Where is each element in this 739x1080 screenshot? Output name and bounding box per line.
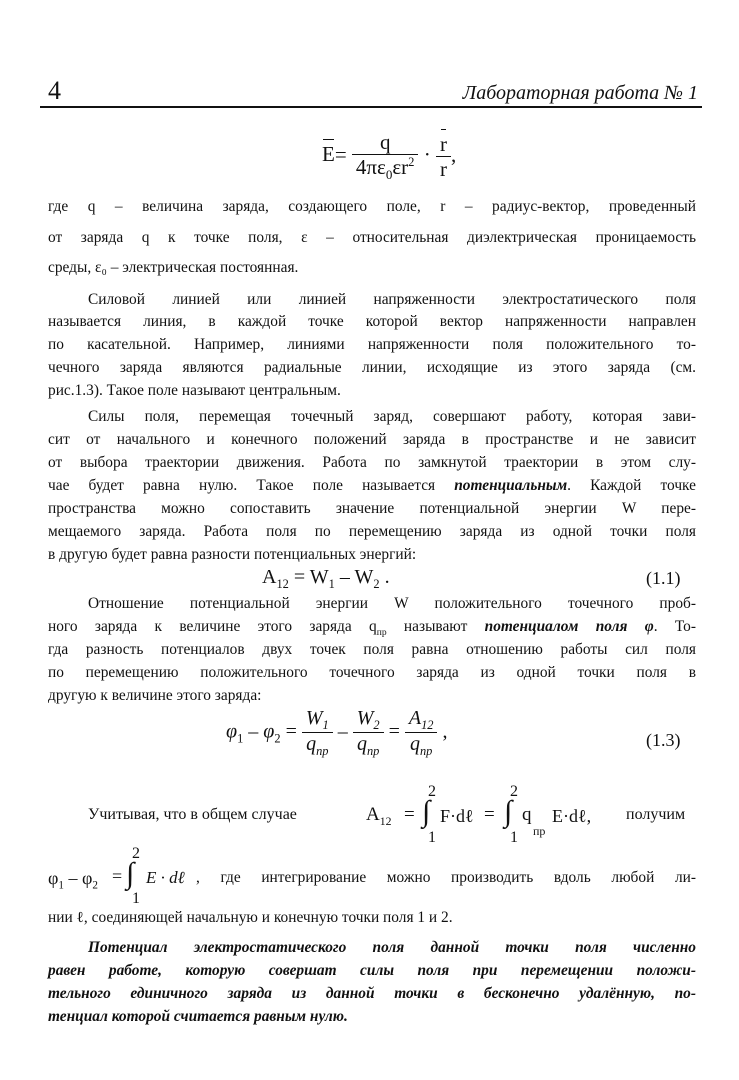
eq13-phi2-sub: 2 — [274, 731, 281, 746]
integral-upper-limit: 2 — [132, 845, 140, 862]
integral-lower-limit: 1 — [428, 829, 436, 846]
f3-num: A — [408, 707, 422, 729]
eq11-A: A — [262, 566, 277, 588]
formula-fraction-1 — [352, 130, 419, 183]
eq11-eq: = — [288, 566, 310, 588]
text-line: другую к величине этого заряда: — [48, 687, 262, 704]
text-line: Силовой линией или линией напряженности электростатического поля — [88, 291, 696, 308]
den-sup: 2 — [408, 155, 415, 170]
integral-upper-limit: 2 — [428, 783, 436, 800]
text-line: в другую будет равна разности потенциальных энергий: — [48, 546, 417, 563]
f3-num-sub: 12 — [421, 718, 434, 732]
field-strength-formula — [322, 130, 456, 183]
f2-num-sub: 2 — [373, 718, 380, 732]
den-sub: 0 — [385, 167, 393, 183]
definition-line: тенциал которой считается равным нулю. — [48, 1008, 348, 1025]
eq13-eq: = — [280, 720, 302, 743]
eq11-W1-sub: 1 — [328, 577, 335, 591]
text-line: нии ℓ, соединяющей начальную и конечную точки поля 1 и 2. — [48, 909, 453, 926]
equation-1-3 — [226, 707, 447, 759]
formula-lhs: E — [322, 142, 335, 167]
equation-number: (1.1) — [646, 568, 681, 588]
eq13-tail: , — [437, 720, 448, 743]
text-run: Учитывая, что в общем случае — [88, 806, 297, 823]
running-title: Лабораторная работа № 1 — [462, 82, 698, 104]
integral-lower-limit: 1 — [510, 829, 518, 846]
work-A12 — [366, 804, 392, 829]
f2-den-sub: пр — [366, 744, 380, 759]
equals-sign: = — [112, 866, 123, 886]
equation-number: (1.3) — [646, 730, 681, 750]
integral-lower-limit: 1 — [132, 890, 140, 907]
potential-difference — [48, 868, 98, 892]
integral-sign: ∫ — [504, 795, 513, 828]
eq13-minus: – — [243, 720, 264, 743]
text-line: гда разность потенциалов двух точек поля равна отношению работы сил поля — [48, 641, 696, 658]
text-run: . Каждой точке — [567, 477, 696, 494]
f1-num-sub: 1 — [322, 718, 329, 732]
text-line: среды, ε₀ – электрическая постоянная. — [48, 259, 299, 276]
text-line: Отношение потенциальной энергии W положительного точечного проб- — [88, 595, 696, 612]
text-sub: пр — [376, 627, 387, 639]
eq13-fraction-3 — [405, 707, 438, 759]
eq13-minus2: – — [332, 720, 353, 743]
integrand-E-dl: E·dℓ, — [552, 806, 592, 826]
text-line: сит от начального и конечного положений заряда в пространстве и не зависит — [48, 431, 696, 448]
phi: φ — [48, 868, 59, 888]
den-b: εr — [392, 155, 409, 180]
eq13-phi2: φ — [263, 720, 275, 743]
eq11-tail: . — [379, 566, 390, 588]
page-header — [40, 76, 702, 108]
f2-den: q — [356, 733, 367, 756]
f2-num: W — [356, 707, 374, 729]
charge-sub: пр — [533, 824, 546, 838]
integral-sign: ∫ — [422, 795, 431, 828]
eq11-minus: – — [334, 566, 355, 588]
text-line: по касательной. Например, линиями напряженности поля положительного то- — [48, 336, 696, 353]
text-line: называется линия, в каждой точке которой вектор напряженности направлен — [48, 313, 696, 330]
text-run: называют — [386, 618, 485, 635]
definition-line: равен работе, которую совершат силы поля при перемещении положи- — [48, 962, 696, 979]
equals-sign: = — [484, 804, 495, 825]
text-run: . То- — [653, 618, 696, 635]
fraction-2-numerator: r — [439, 132, 447, 156]
eq13-phi1: φ — [226, 720, 238, 743]
formula-dot: · — [423, 142, 431, 167]
phi-sub1: 1 — [58, 879, 64, 892]
text-line: мещаемого заряда. Работа поля по перемещению заряда из одной точки поля — [48, 523, 696, 540]
eq13-eq2: = — [383, 720, 405, 743]
fraction-1-denominator — [352, 155, 419, 183]
integral-upper-limit: 2 — [510, 783, 518, 800]
minus-phi: – φ — [63, 868, 93, 888]
A-sub: 12 — [379, 814, 392, 828]
f1-den-sub: пр — [316, 744, 329, 759]
text-line: рис.1.3). Такое поле называют центральным. — [48, 382, 341, 399]
text-line: от выбора траектории движения. Работа по замкнутой траектории в этом слу- — [48, 454, 696, 471]
term-potential-field: потенциальным — [454, 477, 568, 494]
page-number: 4 — [48, 76, 61, 105]
formula-equals: = — [334, 142, 347, 167]
text-line — [48, 474, 696, 497]
A-symbol: A — [366, 804, 380, 825]
f1-den: q — [306, 733, 317, 756]
text-run: ного заряда к величине этого заряда q — [48, 618, 377, 635]
text-line: по перемещению положительного точечного заряда из одной точки поля в — [48, 664, 696, 681]
text-line: где q – величина заряда, создающего поле, r – радиус-вектор, проведенный — [48, 198, 696, 215]
eq13-fraction-2 — [353, 707, 384, 759]
equals-sign: = — [404, 804, 415, 825]
f3-den: q — [409, 733, 420, 756]
integrand-F-dl: F·dℓ — [440, 806, 474, 826]
text-line: Силы поля, перемещая точечный заряд, совершают работу, которая зави- — [88, 408, 696, 425]
eq11-W2-sub: 2 — [373, 577, 380, 591]
text-run: , где интегрирование можно производить вдоль любой ли- — [196, 869, 696, 886]
fraction-2-denominator: r — [439, 157, 447, 182]
equation-1-1 — [262, 566, 390, 592]
text-line: чечного заряда являются радиальные линии, исходящие из этого заряда (см. — [48, 359, 696, 376]
eq13-fraction-1 — [302, 707, 333, 759]
charge-q: q — [522, 804, 532, 825]
integrand-E-dl: E · dℓ — [146, 868, 185, 887]
text-run: чае будет равна нулю. Такое поле называется — [48, 477, 455, 494]
eq11-A-sub: 12 — [276, 577, 289, 591]
formula-fraction-2 — [436, 132, 451, 181]
eq13-phi1-sub: 1 — [237, 731, 244, 746]
den-a: 4πε — [355, 155, 386, 180]
f3-den-sub: пр — [419, 744, 433, 759]
term-potential: потенциалом поля φ — [484, 618, 654, 635]
formula-comma: , — [450, 142, 457, 167]
definition-line: Потенциал электростатического поля данной точки поля численно — [88, 939, 696, 956]
f1-num: W — [305, 707, 323, 729]
text-run: получим — [626, 806, 686, 823]
eq11-W2: W — [354, 566, 374, 588]
eq11-W1: W — [309, 566, 329, 588]
fraction-1-numerator: q — [352, 130, 419, 155]
definition-line: тельного единичного заряда из данной точки в бесконечно удалённую, по- — [48, 985, 696, 1002]
phi-sub2: 2 — [92, 879, 98, 892]
integral-sign: ∫ — [126, 857, 135, 890]
text-line: пространства можно сопоставить значение потенциальной энергии W пере- — [48, 500, 696, 517]
text-line: от заряда q к точке поля, ε – относительная диэлектрическая проницаемость — [48, 229, 696, 246]
